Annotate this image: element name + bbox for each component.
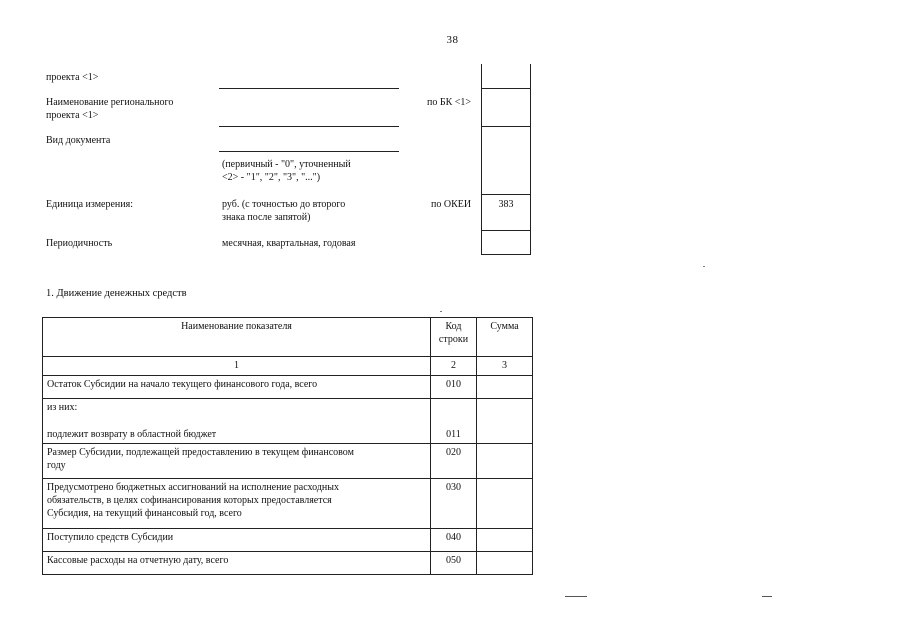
row-name: подлежит возврату в областной бюджет	[47, 429, 217, 440]
unit-value-line2: знака после запятой)	[222, 212, 311, 223]
row-name-line2: обязательств, в целях софинансирования которых предоставляется	[47, 495, 332, 506]
row-pre-label: из них:	[47, 402, 78, 413]
column-number: 3	[477, 357, 533, 376]
code-box-divider	[481, 194, 531, 195]
column-header-line-code-line2: строки	[438, 334, 469, 345]
table-row	[43, 529, 533, 552]
row-name-cell	[43, 479, 431, 529]
periodicity-label: Периодичность	[46, 238, 113, 249]
table-header-row	[43, 318, 533, 357]
regional-project-label-line1: Наименование регионального	[46, 97, 174, 108]
scan-artifact-dot	[440, 311, 442, 312]
scan-artifact-line	[762, 596, 772, 597]
code-box-divider	[481, 126, 531, 127]
row-name: Кассовые расходы на отчетную дату, всего	[43, 552, 431, 575]
row-sum-cell[interactable]	[477, 552, 533, 575]
column-number: 1	[43, 357, 431, 376]
table-row	[43, 479, 533, 529]
project-underline	[219, 88, 399, 89]
table-row	[43, 376, 533, 399]
column-number: 2	[431, 357, 477, 376]
page-number: 38	[446, 34, 459, 46]
row-sum-cell[interactable]	[477, 529, 533, 552]
column-header-line-code	[431, 318, 477, 357]
row-name: Поступило средств Субсидии	[43, 529, 431, 552]
row-code: 010	[431, 376, 477, 399]
document-type-underline	[219, 151, 399, 152]
row-name: Остаток Субсидии на начало текущего финансового года, всего	[43, 376, 431, 399]
row-sum-cell[interactable]	[477, 376, 533, 399]
row-name-line3: Субсидия, на текущий финансовый год, всего	[47, 508, 242, 519]
code-box-divider	[481, 88, 531, 89]
unit-value-line1: руб. (с точностью до второго	[222, 199, 346, 210]
unit-label: Единица измерения:	[46, 199, 133, 210]
row-name-cell	[43, 399, 431, 444]
table-row	[43, 444, 533, 479]
row-name-line1: Размер Субсидии, подлежащей предоставлению в текущем финансовом	[47, 447, 354, 458]
row-sum-cell[interactable]	[477, 444, 533, 479]
code-box-left-border	[481, 64, 482, 255]
row-code: 030	[431, 479, 477, 529]
row-name-cell	[43, 444, 431, 479]
row-code: 011	[431, 399, 477, 444]
row-name-line1: Предусмотрено бюджетных ассигнований на исполнение расходных	[47, 482, 339, 493]
document-type-hint-line2: <2> - "1", "2", "3", "...")	[222, 172, 321, 183]
by-bk-label: по БК <1>	[427, 97, 472, 108]
column-number-row	[43, 357, 533, 376]
code-box-right-border	[530, 64, 531, 255]
row-name-line2: году	[47, 460, 66, 471]
scan-artifact-dot	[703, 266, 705, 267]
column-header-sum: Сумма	[477, 318, 533, 357]
column-header-line-code-line1: Код	[445, 321, 462, 332]
okei-code: 383	[498, 199, 514, 210]
row-code: 050	[431, 552, 477, 575]
scan-artifact-line	[565, 596, 587, 597]
document-type-hint-line1: (первичный - "0", уточненный	[222, 159, 351, 170]
row-sum-cell[interactable]	[477, 479, 533, 529]
regional-project-label-line2: проекта <1>	[46, 110, 99, 121]
regional-project-underline	[219, 126, 399, 127]
by-okei-label: по ОКЕИ	[431, 199, 472, 210]
document-type-label: Вид документа	[46, 135, 111, 146]
row-code: 040	[431, 529, 477, 552]
table-row	[43, 399, 533, 444]
periodicity-value: месячная, квартальная, годовая	[222, 238, 356, 249]
code-box-divider	[481, 254, 531, 255]
project-label: проекта <1>	[46, 72, 99, 83]
code-box-divider	[481, 230, 531, 231]
column-header-indicator: Наименование показателя	[43, 318, 431, 357]
table-row	[43, 552, 533, 575]
row-code: 020	[431, 444, 477, 479]
section-title: 1. Движение денежных средств	[46, 288, 187, 299]
cash-flow-table	[42, 317, 533, 575]
row-sum-cell[interactable]	[477, 399, 533, 444]
